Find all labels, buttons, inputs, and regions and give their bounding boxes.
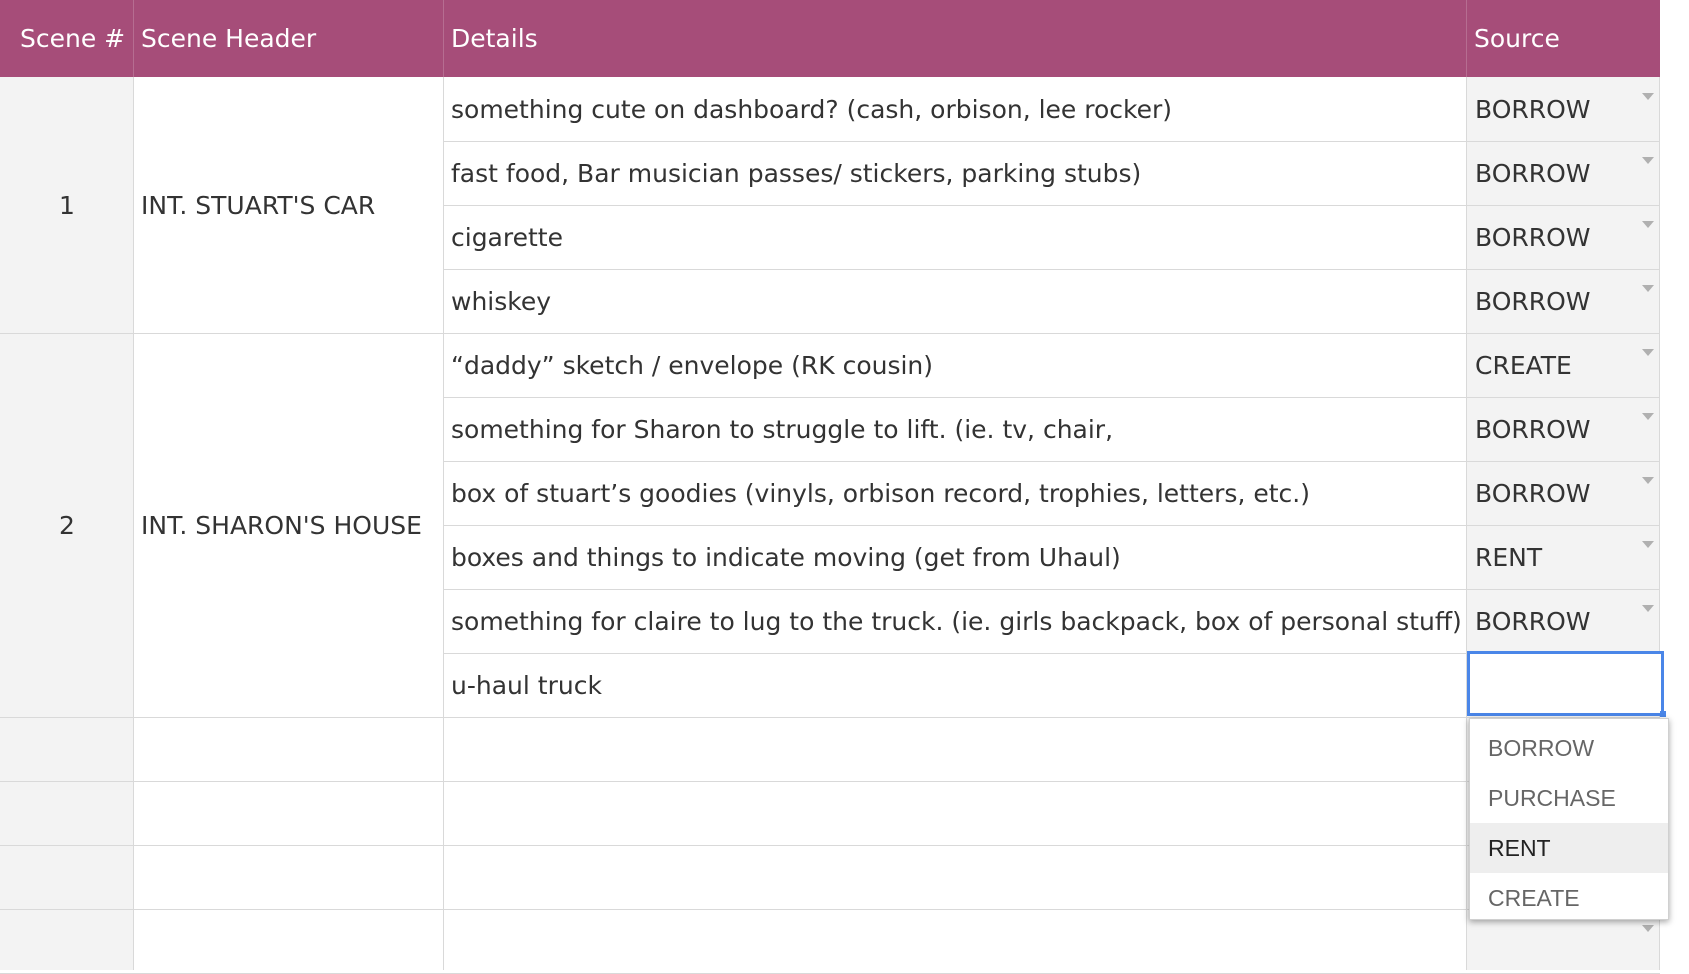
fill-handle[interactable] xyxy=(1660,711,1666,717)
dropdown-option-borrow[interactable]: BORROW xyxy=(1488,735,1595,761)
detail-cell[interactable]: boxes and things to indicate moving (get from Uhaul) xyxy=(451,542,1121,572)
source-cell[interactable]: BORROW xyxy=(1475,286,1591,316)
dropdown-option-purchase[interactable]: PURCHASE xyxy=(1488,785,1616,811)
dropdown-caret-icon[interactable] xyxy=(1642,93,1654,100)
dropdown-caret-icon[interactable] xyxy=(1642,157,1654,164)
scene-number-cell[interactable]: 1 xyxy=(59,190,75,220)
source-dropdown-menu xyxy=(1469,718,1669,920)
dropdown-caret-icon[interactable] xyxy=(1642,477,1654,484)
detail-cell[interactable]: box of stuart’s goodies (vinyls, orbison record, trophies, letters, etc.) xyxy=(451,478,1310,508)
detail-cell[interactable]: fast food, Bar musician passes/ stickers, parking stubs) xyxy=(451,158,1142,188)
dropdown-caret-icon[interactable] xyxy=(1642,285,1654,292)
source-cell[interactable]: BORROW xyxy=(1475,222,1591,252)
scene-number-cell[interactable]: 2 xyxy=(59,510,75,540)
dropdown-caret-icon[interactable] xyxy=(1642,541,1654,548)
detail-cell[interactable]: u-haul truck xyxy=(451,670,602,700)
detail-cell[interactable]: “daddy” sketch / envelope (RK cousin) xyxy=(451,350,934,380)
active-source-cell[interactable] xyxy=(1467,651,1664,716)
dropdown-caret-icon[interactable] xyxy=(1642,221,1654,228)
empty-row-divider xyxy=(0,781,1660,782)
dropdown-caret-icon[interactable] xyxy=(1642,925,1654,932)
header-details[interactable]: Details xyxy=(444,0,1467,77)
scene-header-cell[interactable]: INT. SHARON'S HOUSE xyxy=(141,510,422,540)
dropdown-option-rent[interactable]: RENT xyxy=(1470,823,1668,873)
source-cell[interactable]: BORROW xyxy=(1475,414,1591,444)
dropdown-caret-icon[interactable] xyxy=(1642,413,1654,420)
header-scene-header[interactable]: Scene Header xyxy=(134,0,444,77)
source-cell[interactable]: CREATE xyxy=(1475,350,1572,380)
detail-cell[interactable]: something cute on dashboard? (cash, orbison, lee rocker) xyxy=(451,94,1173,124)
empty-row-divider xyxy=(0,909,1660,910)
detail-cell[interactable]: cigarette xyxy=(451,222,563,252)
detail-cell[interactable]: something for Sharon to struggle to lift. (ie. tv, chair, xyxy=(451,414,1114,444)
source-cell[interactable]: BORROW xyxy=(1475,94,1591,124)
detail-cell[interactable]: something for claire to lug to the truck. (ie. girls backpack, box of personal stuff) xyxy=(451,606,1462,636)
header-source[interactable]: Source xyxy=(1474,24,1560,53)
empty-row-divider xyxy=(0,845,1660,846)
detail-cell[interactable]: whiskey xyxy=(451,286,552,316)
header-row xyxy=(0,0,1660,77)
dropdown-caret-icon[interactable] xyxy=(1642,605,1654,612)
scene-divider xyxy=(0,717,1660,718)
source-cell[interactable]: BORROW xyxy=(1475,158,1591,188)
header-scene-number[interactable]: Scene # xyxy=(0,0,134,77)
source-cell[interactable]: BORROW xyxy=(1475,478,1591,508)
source-cell[interactable]: BORROW xyxy=(1475,606,1591,636)
dropdown-option-create[interactable]: CREATE xyxy=(1488,885,1580,911)
scene-header-cell[interactable]: INT. STUART'S CAR xyxy=(141,190,376,220)
dropdown-caret-icon[interactable] xyxy=(1642,349,1654,356)
source-cell[interactable]: RENT xyxy=(1475,542,1543,572)
